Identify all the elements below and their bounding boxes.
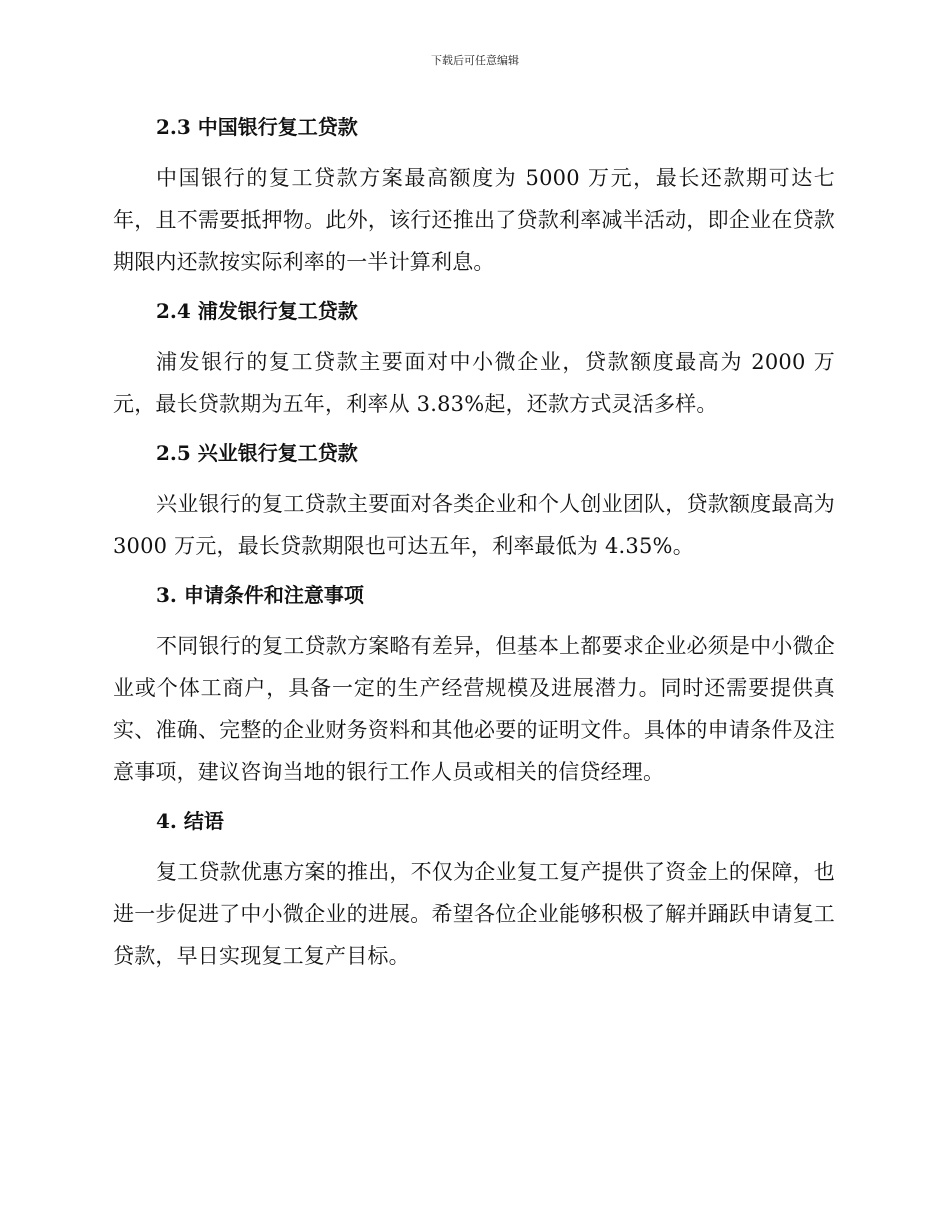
section-heading-3: 3. 申请条件和注意事项 <box>156 583 364 607</box>
section-paragraph-2-4: 浦发银行的复工贷款主要面对中小微企业，贷款额度最高为 2000 万元，最长贷款期为五年，利率从 3.83%起，还款方式灵活多样。 <box>113 350 835 416</box>
section-heading-2-3: 2.3 中国银行复工贷款 <box>156 115 358 139</box>
section-heading-2-5: 2.5 兴业银行复工贷款 <box>156 441 358 465</box>
section-heading-4: 4. 结语 <box>156 809 224 833</box>
page-header: 下载后可任意编辑 <box>431 54 519 67</box>
section-paragraph-4: 复工贷款优惠方案的推出，不仅为企业复工复产提供了资金上的保障，也进一步促进了中小微企业的进展。希望各位企业能够积极了解并踊跃申请复工贷款，早日实现复工复产目标。 <box>113 860 835 968</box>
document-body <box>113 106 835 977</box>
section-heading-2-4: 2.4 浦发银行复工贷款 <box>156 299 358 323</box>
section-paragraph-2-5: 兴业银行的复工贷款主要面对各类企业和个人创业团队，贷款额度最高为 3000 万元，最长贷款期限也可达五年，利率最低为 4.35%。 <box>113 492 835 558</box>
section-paragraph-3: 不同银行的复工贷款方案略有差异，但基本上都要求企业必须是中小微企业或个体工商户，具备一定的生产经营规模及进展潜力。同时还需要提供真实、准确、完整的企业财务资料和其他必要的证明文件。具体的申请条件及注意事项，建议咨询当地的银行工作人员或相关的信贷经理。 <box>113 634 835 784</box>
section-paragraph-2-3: 中国银行的复工贷款方案最高额度为 5000 万元，最长还款期可达七年，且不需要抵押物。此外，该行还推出了贷款利率减半活动，即企业在贷款期限内还款按实际利率的一半计算利息。 <box>113 166 835 274</box>
